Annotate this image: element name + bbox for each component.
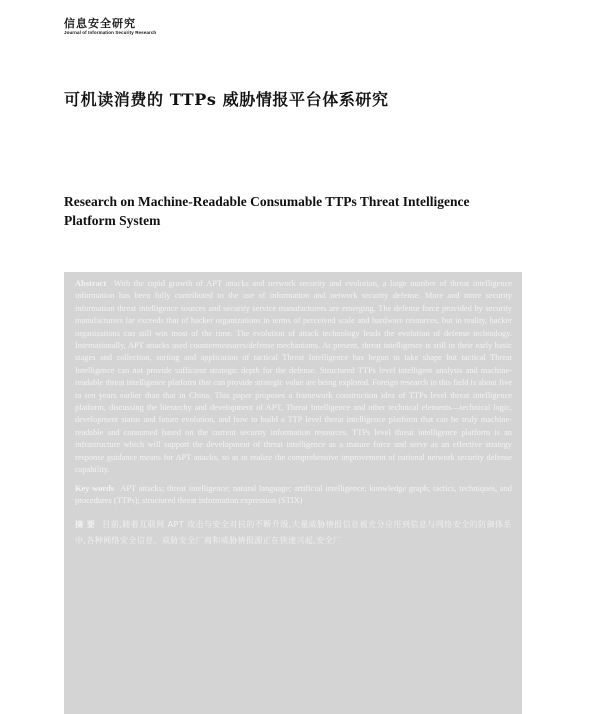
keywords-label: Key words [75, 483, 115, 493]
abstract-en [75, 278, 512, 477]
keywords-en [75, 483, 512, 508]
abstract-cn-label: 摘 要 [75, 520, 96, 530]
abstract-text: With the rapid growth of APT attacks and network security and evolution, a large number of threat intelligence information has been fully contributed to the use of information and network security defense. More and more security information threat intelligence sources and security service manufacturers are emerging. The defense force provided by security manufacturers far exceeds that of hacker organizations in terms of perceived scale and hardware resources, but in reality, hacker organizations can still win most of the time. The evolution of attack technology leads the evolution of defense technology. Internationally, APT attacks used countermeasures/defense mechanisms. At present, threat intelligence is still in their early basic stages and collection, sorting and application of tactical Threat Intelligence has begun to take shape but tactical Threat Intelligence can not provide sufficient strategic depth for the defense. Structured TTPs level intelligent analysis and machine-readable threat intelligence platform that can provide strategic value are being explored. Foreign research in this field is about five to ten years earlier than that in China. This paper proposes a framework construction idea of TTPs level threat intelligence platform, discussing the hierarchy and development of APT, Threat Intelligence and other technical elements—technical logic, development status and future evolution, and how to build a TTP level threat intelligence platform that can be truly machine-readable and consumed based on the current security information resources. TTPs level threat intelligence platform is an infrastructure which will support the development of threat intelligence as a mature force and serve as an effective strategy response guidance means for APT attacks, so as to realize the comprehensive improvement of national network security defense capability. [75, 279, 512, 475]
keywords-text: APT attacks; threat intelligence; natural language; artificial intelligence; knowledge graph; tactics, techniques, and procedures (TTPs); structured threat information expression (STIX) [75, 483, 512, 505]
abstract-box [64, 272, 522, 714]
journal-header [64, 18, 156, 36]
journal-name-cn: 信息安全研究 [64, 17, 136, 30]
abstract-label: Abstract [75, 279, 107, 288]
paper-title-cn: 可机读消费的 TTPs 威胁情报平台体系研究 [64, 90, 389, 109]
abstract-cn-text: 目前,随着互联网 APT 攻击与安全对抗的不断升级,大量威胁情报信息被充分应用到信息与网络安全的防御体系中,各种网络安全信息、威胁安全厂商和威胁情报源正在快速兴起,安全厂 [75, 520, 512, 546]
paper-title-en: Research on Machine-Readable Consumable TTPs Threat Intelligence Platform System [64, 194, 470, 228]
abstract-cn [75, 517, 512, 549]
journal-name-en: Journal of Information Security Research [64, 30, 157, 35]
